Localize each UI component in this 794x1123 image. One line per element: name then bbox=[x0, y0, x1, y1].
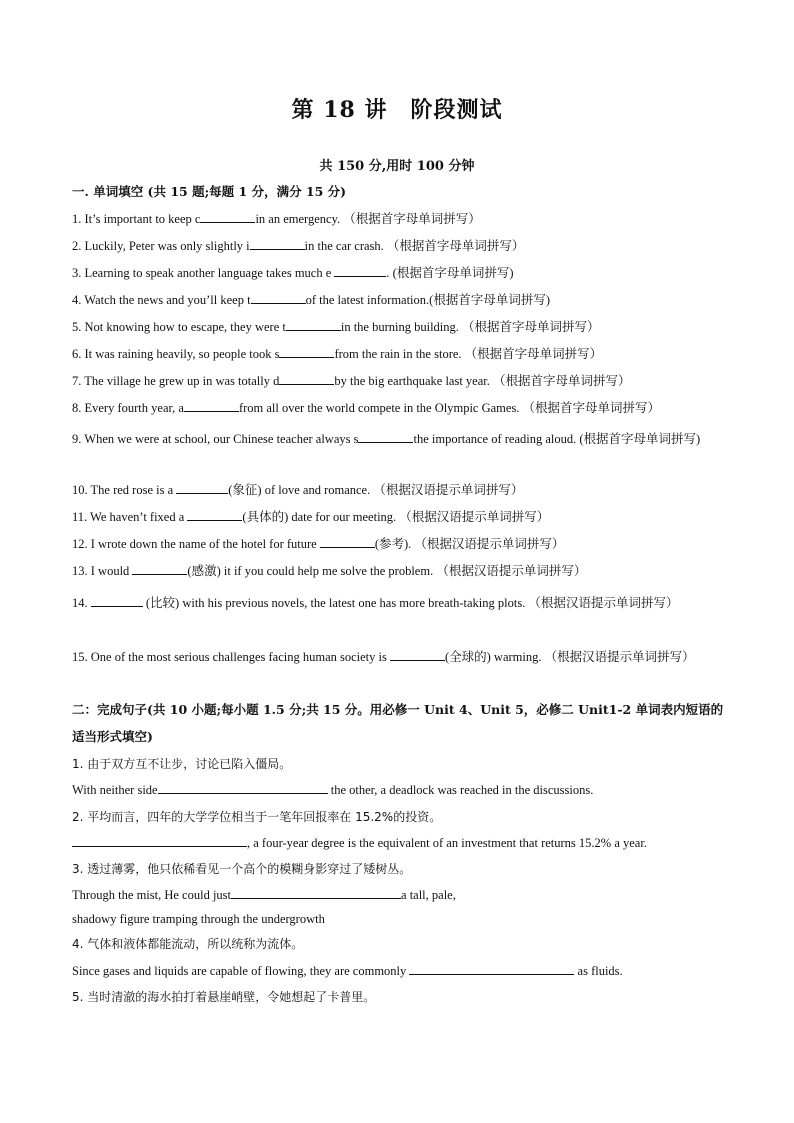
page-subtitle: 共 150 分,用时 100 分钟 bbox=[319, 159, 475, 174]
question-4: 4. Watch the news and you’ll keep t of the latest information.(根据首字母单词拼写) bbox=[72, 293, 550, 307]
answer-blank[interactable] bbox=[279, 345, 334, 358]
section2-heading: 二：完成句子(共 10 小题;每小题 1.5 分;共 15 分。用必修一 Unit 4、Unit 5，必修二 Unit1-2 单词表内短语的适当形式填空) bbox=[72, 702, 724, 744]
sentence-1-english: With neither side the other, a deadlock was reached in the discussions. bbox=[72, 783, 594, 797]
question-6: 6. It was raining heavily, so people took s from the rain in the store. （根据首字母单词拼写） bbox=[72, 347, 603, 361]
answer-blank[interactable] bbox=[158, 781, 328, 794]
answer-blank[interactable] bbox=[91, 594, 143, 607]
question-1: 1. It’s important to keep c in an emergency. （根据首字母单词拼写） bbox=[72, 212, 481, 226]
answer-blank[interactable] bbox=[279, 372, 334, 385]
sentence-4-chinese: 4. 气体和液体都能流动，所以统称为流体。 bbox=[72, 937, 304, 951]
answer-blank[interactable] bbox=[286, 318, 341, 331]
question-9: 9. When we were at school, our Chinese teacher always s the importance of reading aloud. (根据首字母单词拼写) bbox=[72, 432, 701, 446]
question-3: 3. Learning to speak another language takes much e . (根据首字母单词拼写) bbox=[72, 266, 514, 280]
sentence-2-english: , a four-year degree is the equivalent of an investment that returns 15.2% a year. bbox=[72, 834, 732, 852]
sentence-4-english: Since gases and liquids are capable of flowing, they are commonly as fluids. bbox=[72, 964, 623, 978]
answer-blank[interactable] bbox=[72, 834, 247, 847]
question-14: 14. (比较) with his previous novels, the latest one has more breath-taking plots. （根据汉语提示单词拼写） bbox=[72, 596, 679, 610]
answer-blank[interactable] bbox=[390, 648, 445, 661]
answer-blank[interactable] bbox=[358, 430, 413, 443]
sentence-3-chinese: 3. 透过薄雾，他只依稀看见一个高个的模糊身影穿过了矮树丛。 bbox=[72, 862, 412, 876]
answer-blank[interactable] bbox=[320, 535, 375, 548]
question-11: 11. We haven’t fixed a (具体的) date for our meeting. （根据汉语提示单词拼写） bbox=[72, 510, 550, 524]
question-2: 2. Luckily, Peter was only slightly i in the car crash. （根据首字母单词拼写） bbox=[72, 239, 525, 253]
question-15: 15. One of the most serious challenges facing human society is (全球的) warming. （根据汉语提示单词拼写） bbox=[72, 650, 695, 664]
answer-blank[interactable] bbox=[187, 508, 242, 521]
question-5: 5. Not knowing how to escape, they were t in the burning building. （根据首字母单词拼写） bbox=[72, 320, 600, 334]
question-7: 7. The village he grew up in was totally d by the big earthquake last year. （根据首字母单词拼写） bbox=[72, 374, 631, 388]
section1-heading: 一. 单词填空 (共 15 题;每题 1 分，满分 15 分) bbox=[72, 184, 347, 199]
answer-blank[interactable] bbox=[176, 481, 228, 494]
page-title: 第 18 讲 阶段测试 bbox=[291, 97, 503, 123]
question-13: 13. I would (感激) it if you could help me solve the problem. （根据汉语提示单词拼写） bbox=[72, 564, 587, 578]
question-10: 10. The red rose is a (象征) of love and romance. （根据汉语提示单词拼写） bbox=[72, 483, 524, 497]
sentence-2-chinese: 2. 平均而言，四年的大学学位相当于一笔年回报率在 15.2%的投资。 bbox=[72, 810, 442, 824]
answer-blank[interactable] bbox=[132, 562, 187, 575]
question-8: 8. Every fourth year, a from all over the world compete in the Olympic Games. （根据首字母单词拼写） bbox=[72, 401, 661, 415]
answer-blank[interactable] bbox=[409, 962, 574, 975]
question-12: 12. I wrote down the name of the hotel for future (参考). （根据汉语提示单词拼写） bbox=[72, 537, 565, 551]
answer-blank[interactable] bbox=[334, 264, 386, 277]
sentence-5-chinese: 5. 当时清澈的海水拍打着悬崖峭壁，令她想起了卡普里。 bbox=[72, 990, 376, 1004]
answer-blank[interactable] bbox=[184, 399, 239, 412]
answer-blank[interactable] bbox=[200, 210, 255, 223]
answer-blank[interactable] bbox=[250, 237, 305, 250]
sentence-3-english: Through the mist, He could just a tall, pale, bbox=[72, 888, 456, 902]
sentence-3-continuation: shadowy figure tramping through the undergrowth bbox=[72, 912, 325, 926]
sentence-1-chinese: 1. 由于双方互不让步，讨论已陷入僵局。 bbox=[72, 757, 292, 771]
answer-blank[interactable] bbox=[251, 291, 306, 304]
answer-blank[interactable] bbox=[231, 886, 401, 899]
